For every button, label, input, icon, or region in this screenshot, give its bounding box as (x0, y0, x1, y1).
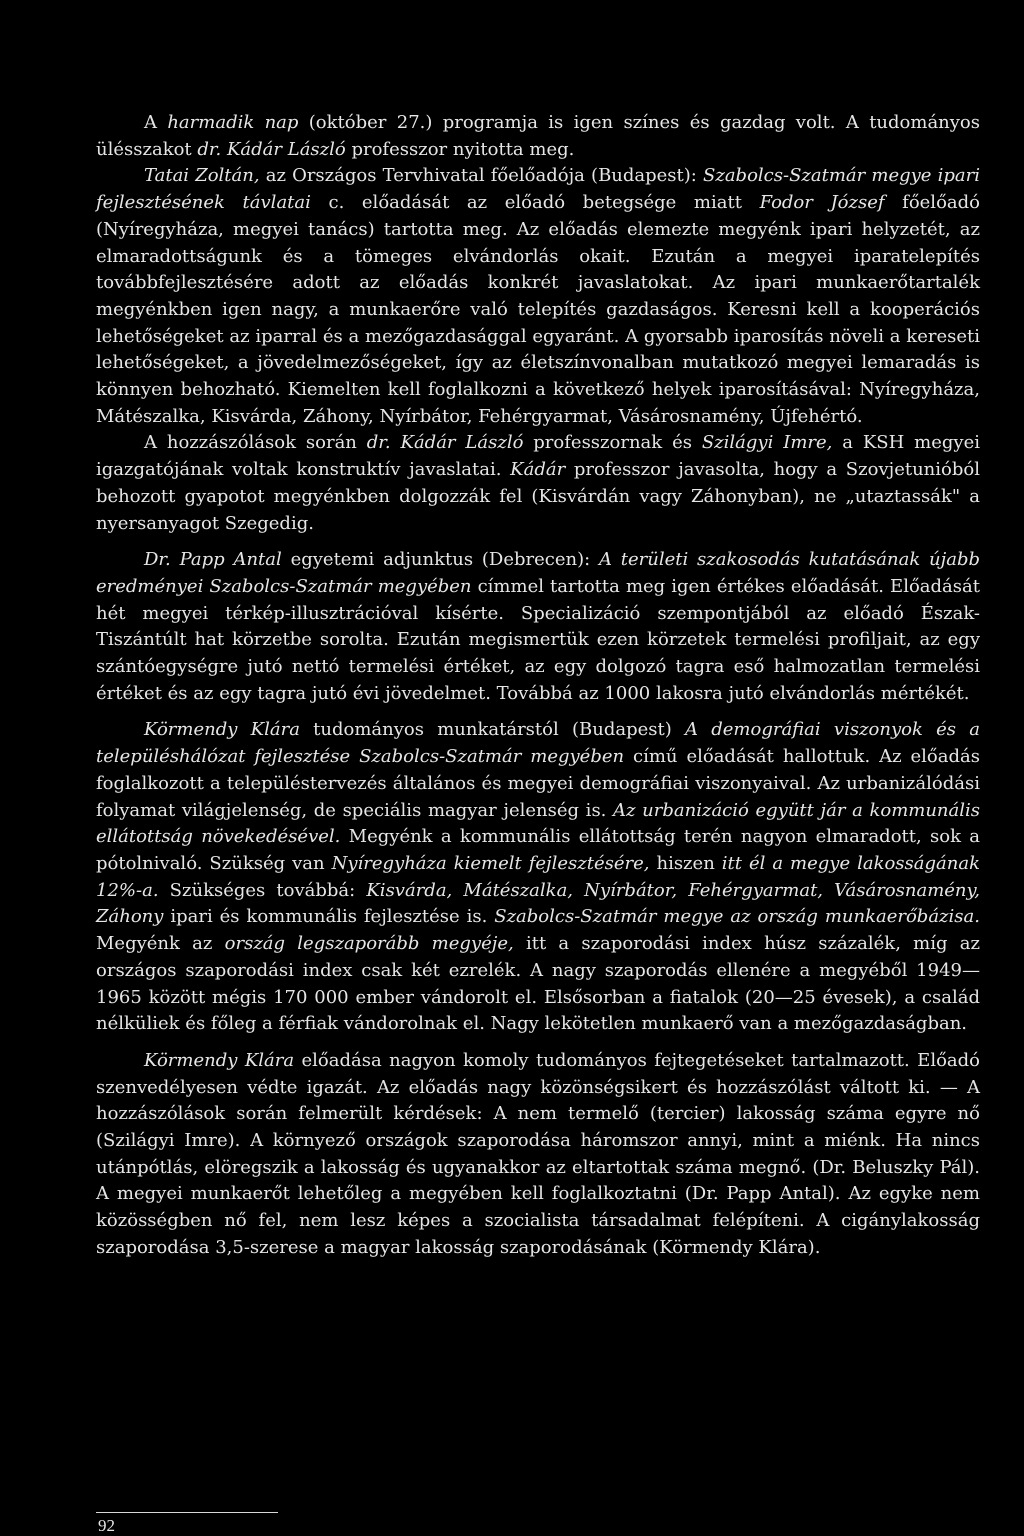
italic-run: Szabolcs-Szatmár megye az ország munkaerőbázisa. (494, 906, 980, 928)
paragraph-6 (96, 1048, 980, 1262)
italic-run: Nyíregyháza kiemelt fejlesztésére, (331, 852, 650, 874)
text-run: professzornak és (523, 432, 702, 454)
italic-run: Fodor József (759, 192, 885, 214)
italic-run: A területi szakosodás kutatásának újabb eredményei Szabolcs-Szatmár megyében (96, 549, 981, 597)
paragraph-1 (96, 110, 980, 163)
italic-run: Tatai Zoltán, (144, 165, 260, 187)
page-number: 92 (98, 1516, 115, 1535)
footer-rule (96, 1512, 278, 1513)
text-run: (október 27.) programja is igen színes és gazdag volt. A tudományos ülésszakot (96, 112, 981, 160)
italic-run: Szilágyi Imre, (701, 432, 833, 454)
italic-run: Az urbanizáció együtt jár a kommunális ellátottság növekedésével. (96, 799, 980, 848)
text-run: professzor nyitotta meg. (345, 138, 575, 160)
text-run: professzor javasolta, hogy a Szovjetunióból behozott gyapotot megyénkben dolgozzák fel (Kisvárdán vagy Záhonyban), ne „utaztassák" a nyersanyagot Szegedig. (96, 459, 980, 534)
text-run: tudományos munkatárstól (Budapest) (299, 719, 685, 741)
text-run: Szükséges továbbá: (158, 879, 367, 901)
text-run: c. előadását az előadó betegsége miatt (310, 192, 760, 214)
text-run: címmel tartotta meg igen értékes előadását. Előadását hét megyei térkép-illusztrációval kísérte. Specializáció szempontjából az előadó Észak-Tiszántúlt hat körzetbe sorolta. Ezután megismertük ezen körzetek termelési profiljait, az egy szántóegységre jutó nettó termelési értéket, az egy dolgozó tagra eső halmozatlan termelési értéket és az egy tagra jutó évi jövedelmet. Továbbá az 1000 lakosra jutó elvándorlás mértékét. (96, 575, 980, 704)
paragraph-2 (96, 163, 980, 430)
italic-run: Körmendy Klára (144, 719, 300, 741)
paragraph-4 (96, 547, 980, 707)
italic-run: Kisvárda, Mátészalka, Nyírbátor, Fehérgyarmat, Vásárosnamény, Záhony (96, 879, 981, 928)
paragraph-5 (96, 717, 980, 1037)
italic-run: harmadik nap (167, 112, 299, 133)
document-body (96, 110, 980, 1262)
italic-run: itt él a megye lakosságának 12%-a. (96, 852, 980, 901)
italic-run: Dr. Papp Antal (144, 549, 282, 571)
text-run: hiszen (649, 852, 722, 874)
text-run: előadása nagyon komoly tudományos fejtegetéseket tartalmazott. Előadó szenvedélyesen védte igazát. Az előadás nagy közönségsikert és hozzászólást váltott ki. — A hozzászólások során felmerült kérdések: A nem termelő (tercier) lakosság száma egyre nő (Szilágyi Imre). A környező országok szaporodása háromszor annyi, mint a miénk. Ha nincs utánpótlás, elöregszik a lakosság és ugyanakkor az eltartottak száma megnő. (Dr. Beluszky Pál). A megyei munkaerőt lehetőleg a megyében kell foglalkoztatni (Dr. Papp Antal). Az egyke nem közösségben nő fel, nem lesz képes a szocialista társadalmat felépíteni. A cigánylakosság szaporodása 3,5-szerese a magyar lakosság szaporodásának (Körmendy Klára). (96, 1049, 981, 1258)
paragraph-3 (96, 430, 980, 537)
italic-run: ország legszaporább megyéje, (224, 933, 514, 955)
text-run: A (144, 112, 168, 133)
italic-run: dr. Kádár László (366, 432, 524, 454)
text-run: A hozzászólások során (144, 432, 367, 454)
text-run: című előadását hallottuk. Az előadás foglalkozott a településtervezés általános és megyei demográfiai viszonyaival. Az urbanizálódási folyamat világjelenség, de speciális magyar jelenség is. (96, 746, 980, 821)
italic-run: Körmendy Klára (144, 1049, 295, 1071)
italic-run: Szabolcs-Szatmár megye ipari fejlesztésének távlatai (96, 165, 980, 214)
text-run: Megyénk a kommunális ellátottság terén nagyon elmaradott, sok a pótolnivaló. Szükség van (96, 826, 980, 874)
italic-run: Kádár (510, 459, 566, 481)
italic-run: dr. Kádár László (197, 138, 346, 160)
text-run: egyetemi adjunktus (Debrecen): (281, 549, 599, 571)
text-run: itt a szaporodási index húsz százalék, míg az országos szaporodási index csak két ezrelék. A nagy szaporodás ellenére a megyéből 1949—1965 között mégis 170 000 ember vándorolt el. Elsősorban a fiatalok (20—25 évesek), a család nélküliek és főleg a férfiak vándorolnak el. Nagy lekötetlen munkaerő van a mezőgazdaságban. (96, 933, 980, 1035)
italic-run: A demográfiai viszonyok és a településhálózat fejlesztése Szabolcs-Szatmár megyében (96, 719, 980, 768)
text-run: a KSH megyei igazgatójának voltak konstruktív javaslatai. (96, 432, 981, 481)
text-run: főelőadó (Nyíregyháza, megyei tanács) tartotta meg. Az előadás elemezte megyénk ipari helyzetét, az elmaradottságunk és a tömeges elvándorlás okait. Ezután a megyei iparatelepítés továbbfejlesztésére adott az előadás konkrét javaslatokat. Az ipari munkaerőtartalék megyénkben igen nagy, a munkaerőre való telepítés gazdaságos. Keresni kell a kooperációs lehetőségeket az iparral és a mezőgazdasággal egyaránt. A gyorsabb iparosítás növeli a kereseti lehetőségeket, a jövedelmezőségeket, így az életszínvonalban mutatkozó megyei lemaradás is könnyen behozható. Kiemelten kell foglalkozni a következő helyek iparosításával: Nyíregyháza, Mátészalka, Kisvárda, Záhony, Nyírbátor, Fehérgyarmat, Vásárosnamény, Újfehértó. (96, 192, 980, 427)
text-run: ipari és kommunális fejlesztése is. (163, 906, 495, 928)
text-run: Megyénk az (96, 933, 225, 955)
text-run: az Országos Tervhivatal főelőadója (Budapest): (259, 165, 704, 187)
